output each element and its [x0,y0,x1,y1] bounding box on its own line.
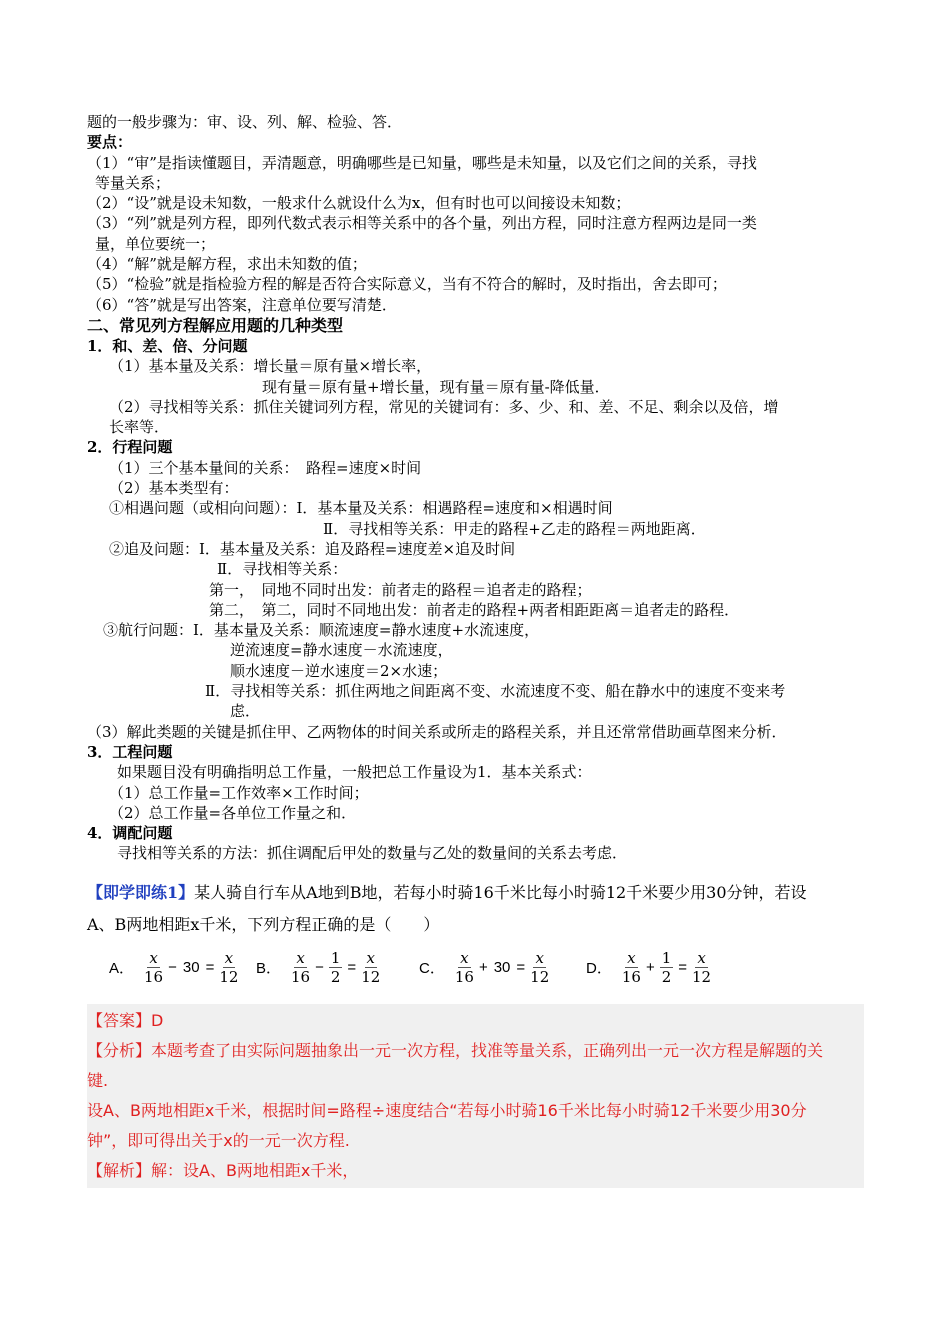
type-2-line-4: Ⅱ．寻找相等关系：甲走的路程+乙走的路程＝两地距离． [323,519,706,538]
section-2-title: 二、常见列方程解应用题的几种类型 [87,315,344,335]
type-2-line-7: 第一， 同地不同时出发：前者走的路程＝追者走的路程； [209,580,592,599]
type-3-title: 3．工程问题 [87,742,173,761]
type-2-title: 2．行程问题 [87,438,173,457]
document-page [87,112,864,1188]
type-2-line-10: 逆流速度=静水速度－水流速度， [230,641,453,660]
point-1: （1）“审”是指读懂题目，弄清题意，明确哪些是已知量，哪些是未知量，以及它们之间的关系，寻找 [87,153,757,172]
solution: 【解析】解：设A、B两地相距x千米， [87,1160,359,1180]
intro-steps: 题的一般步骤为：审、设、列、解、检验、答． [87,113,403,131]
exercise-question-line-1: 某人骑自行车从A地到B地，若每小时骑16千米比每小时骑12千米要少用30分钟，若设 [194,882,807,902]
exercise-question-line-2: A、B两地相距x千米，下列方程正确的是（ ） [87,914,440,934]
type-2-line-11: 顺水速度－逆水速度＝2×水速； [230,661,448,680]
answer: 【答案】D [87,1010,164,1030]
type-1-title: 1．和、差、倍、分问题 [87,336,248,355]
type-2-line-9: ③航行问题：Ⅰ．基本量及关系：顺流速度=静水速度+水流速度， [103,621,540,640]
answer-options [87,942,864,994]
type-2-line-8: 第二， 第二，同时不同地出发：前者走的路程+两者相距距离＝追者走的路程． [209,600,740,619]
type-3-line-3: （2）总工作量=各单位工作量之和． [109,803,357,822]
type-2-line-14: （3）解此类题的关键是抓住甲、乙两物体的时间关系或所走的路程关系，并且还常常借助画草图来分析． [87,722,787,741]
analysis-line-2: 键. [87,1070,109,1090]
option-d[interactable]: D． $\frac{x}{16}$ + $\frac{1}{2}$ = $\frac{x}{12}$ [586,949,712,987]
exercise-tag: 【即学即练1】 [87,882,195,902]
type-3-line-1: 如果题目没有明确指明总工作量，一般把总工作量设为1．基本关系式： [117,763,592,782]
type-2-line-3: ①相遇问题（或相向问题）：Ⅰ．基本量及关系：相遇路程=速度和×相遇时间 [109,499,613,518]
type-1-line-3: （2）寻找相等关系：抓住关键词列方程，常见的关键词有：多、少、和、差、不足、剩余以及倍，增 [109,397,779,416]
point-5: （5）“检验”就是指检验方程的解是否符合实际意义，当有不符合的解时，及时指出，舍去即可； [87,275,727,294]
type-2-line-1: （1）三个基本量间的关系： 路程=速度×时间 [109,458,422,477]
analysis-line-4: 钟”，即可得出关于x的一元一次方程. [87,1130,350,1150]
point-4: （4）“解”就是解方程，求出未知数的值； [87,255,367,274]
option-a[interactable]: A． $\frac{x}{16}$ − 30 = $\frac{x}{12}$ [109,949,239,987]
analysis-line-1: 【分析】本题考查了由实际问题抽象出一元一次方程，找准等量关系，正确列出一元一次方程是解题的关 [87,1040,824,1060]
point-2: （2）“设”就是设未知数，一般求什么就设什么为x，但有时也可以间接设未知数； [87,194,631,213]
type-2-line-5: ②追及问题：Ⅰ．基本量及关系：追及路程=速度差×追及时间 [109,539,516,558]
type-2-line-13: 虑． [230,702,261,721]
point-1-cont: 等量关系； [95,173,171,192]
option-c[interactable]: C． $\frac{x}{16}$ + 30 = $\frac{x}{12}$ [419,949,550,987]
type-1-line-2: 现有量＝原有量+增长量，现有量＝原有量-降低量． [262,377,610,396]
type-3-line-2: （1）总工作量=工作效率×工作时间； [109,783,369,802]
analysis-line-3: 设A、B两地相距x千米，根据时间=路程÷速度结合“若每小时骑16千米比每小时骑12千米要少用30分 [87,1100,807,1120]
answer-box [87,1004,864,1188]
key-points-label: 要点： [87,133,133,152]
type-2-line-6: Ⅱ．寻找相等关系： [217,560,348,579]
type-1-line-4: 长率等． [109,418,170,437]
exercise-question [87,882,864,904]
type-4-title: 4．调配问题 [87,824,173,843]
point-3: （3）“列”就是列方程，即列代数式表示相等关系中的各个量，列出方程，同时注意方程两边是同一类 [87,214,757,233]
type-1-line-1: （1）基本量及关系：增长量＝原有量×增长率， [109,357,432,376]
option-b[interactable]: B． $\frac{x}{16}$ − $\frac{1}{2}$ = $\frac{x}{12}$ [256,949,381,987]
type-2-line-12: Ⅱ．寻找相等关系：抓住两地之间距离不变、水流速度不变、船在静水中的速度不变来考 [205,682,786,701]
type-4-line-1: 寻找相等关系的方法：抓住调配后甲处的数量与乙处的数量间的关系去考虑． [117,844,628,863]
type-2-line-2: （2）基本类型有： [109,479,239,498]
point-6: （6）“答”就是写出答案，注意单位要写清楚． [87,295,397,314]
point-3-cont: 量，单位要统一； [95,234,216,253]
